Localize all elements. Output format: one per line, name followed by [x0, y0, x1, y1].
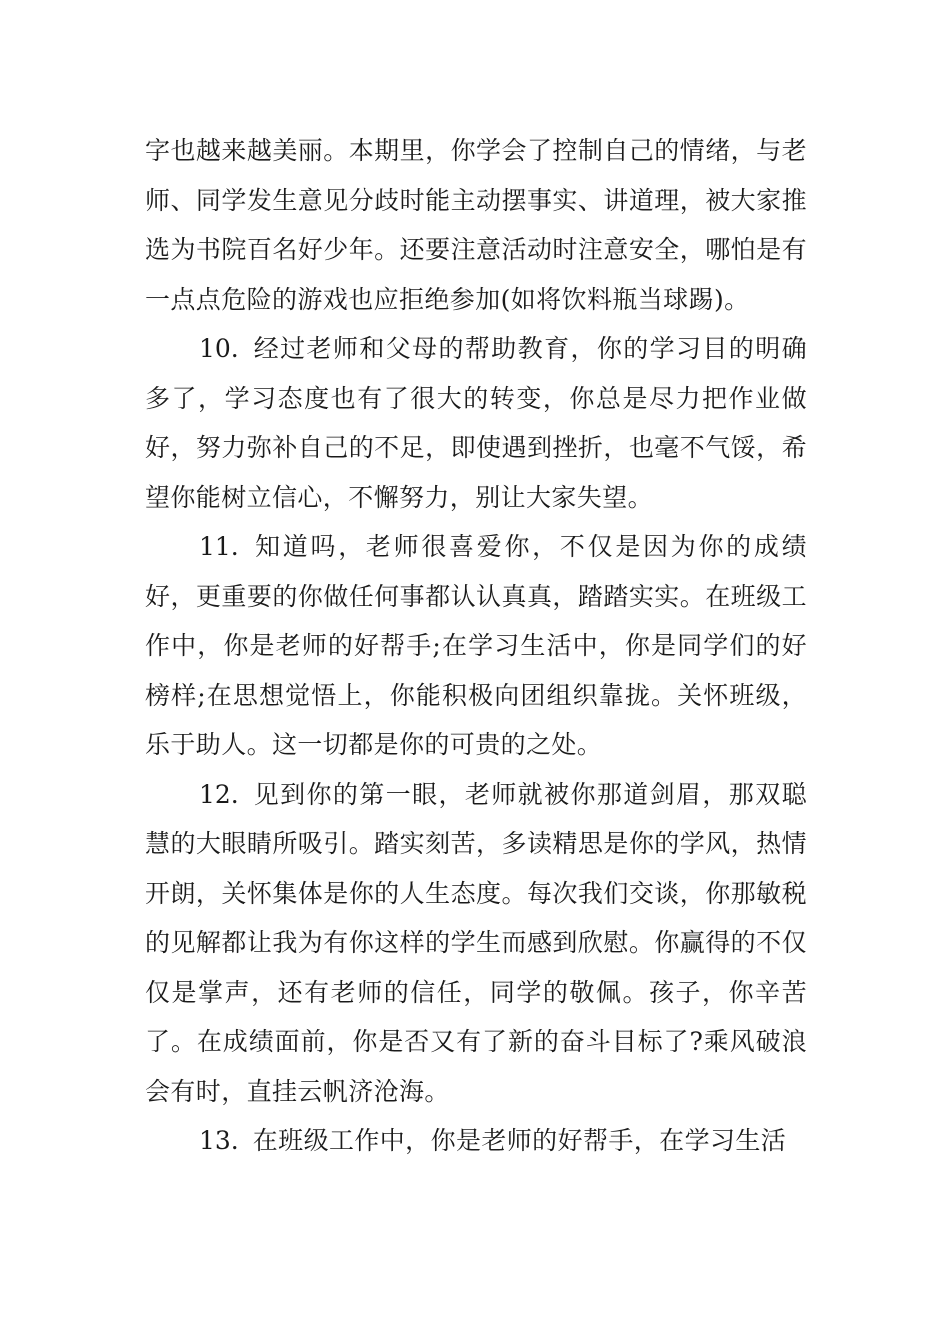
- paragraph-number: 10.: [199, 334, 239, 363]
- paragraph-11: [145, 522, 807, 770]
- paragraph-10: [145, 324, 807, 522]
- paragraph-text: 见到你的第一眼，老师就被你那道剑眉，那双聪慧的大眼睛所吸引。踏实刻苦，多读精思是你的学风，热情开朗，关怀集体是你的人生态度。每次我们交谈，你那敏税的见解都让我为有你这样的学生而感到欣慰。你赢得的不仅仅是掌声，还有老师的信任，同学的敬佩。孩子，你辛苦了。在成绩面前，你是否又有了新的奋斗目标了?乘风破浪会有时，直挂云帆济沧海。: [145, 779, 807, 1106]
- paragraph-13: [145, 1116, 807, 1166]
- paragraph-number: 13.: [199, 1126, 239, 1155]
- paragraph-number: 11.: [199, 532, 239, 561]
- paragraph-text: 字也越来越美丽。本期里，你学会了控制自己的情绪，与老师、同学发生意见分歧时能主动摆事实、讲道理，被大家推选为书院百名好少年。还要注意活动时注意安全，哪怕是有一点点危险的游戏也应拒绝参加(如将饮料瓶当球踢)。: [145, 136, 807, 314]
- paragraph-continued: [145, 126, 807, 324]
- paragraph-number: 12.: [199, 779, 239, 809]
- paragraph-12: [145, 770, 807, 1117]
- document-body: [145, 126, 807, 1166]
- paragraph-text: 在班级工作中，你是老师的好帮手，在学习生活: [252, 1126, 787, 1155]
- paragraph-text: 经过老师和父母的帮助教育，你的学习目的明确多了，学习态度也有了很大的转变，你总是尽力把作业做好，努力弥补自己的不足，即使遇到挫折，也毫不气馁，希望你能树立信心，不懈努力，别让大家失望。: [145, 334, 807, 512]
- paragraph-text: 知道吗，老师很喜爱你，不仅是因为你的成绩好，更重要的你做任何事都认认真真，踏踏实实。在班级工作中，你是老师的好帮手;在学习生活中，你是同学们的好榜样;在思想觉悟上，你能积极向团组织靠拢。关怀班级，乐于助人。这一切都是你的可贵的之处。: [145, 532, 807, 759]
